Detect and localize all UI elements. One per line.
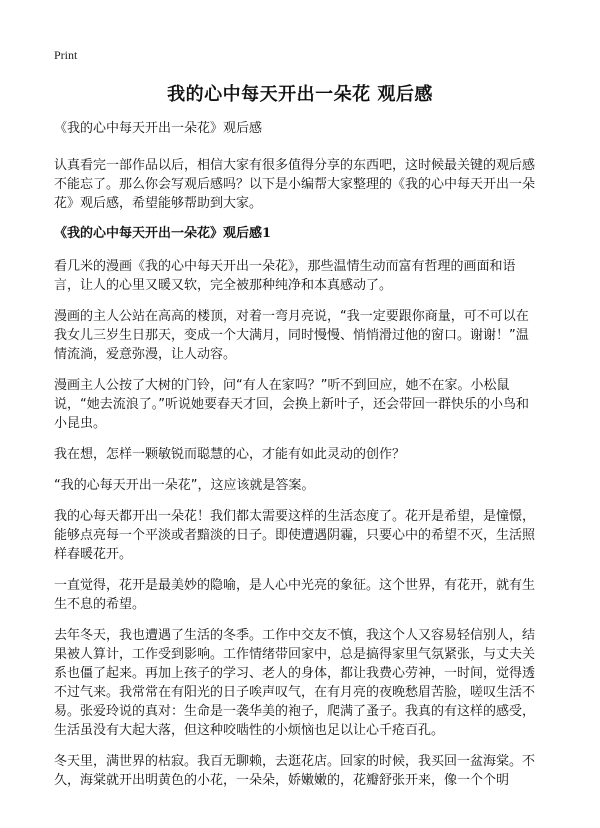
paragraph: 看几米的漫画《我的心中每天开出一朵花》，那些温情生动而富有哲理的画面和语言，让人的心里又暖又软，完全被那种纯净和本真感动了。 bbox=[54, 259, 516, 293]
paragraph: 我在想，怎样一颗敏锐而聪慧的心，才能有如此灵动的创作？ bbox=[54, 447, 406, 462]
article-subtitle: 《我的心中每天开出一朵花》观后感 bbox=[54, 121, 263, 136]
paragraph: 一直觉得，花开是最美妙的隐喻，是人心中光亮的象征。这个世界，有花开，就有生生不息的希望。 bbox=[54, 578, 536, 612]
paragraph: 去年冬天，我也遭遇了生活的冬季。工作中交友不慎，我这个人又容易轻信别人，结果被人算计，工作受到影响。工作情绪带回家中，总是搞得家里气氛紧张，与丈夫关系也僵了起来。再加上孩子的学习、老人的身体，都让我费心劳神，一时间，觉得透不过气来。我常常在有阳光的日子唉声叹气，在有月亮的夜晚愁眉苦脸，嗟叹生活不易。张爱玲说的真对：生命是一袭华美的袍子，爬满了蚤子。我真的有这样的感受，生活虽没有大起大落，但这种咬啮性的小烦恼也足以让心千疮百孔。 bbox=[54, 628, 536, 738]
article-body bbox=[54, 120, 538, 802]
page-title: 我的心中每天开出一朵花 观后感 bbox=[167, 84, 433, 105]
paragraph: “我的心每天开出一朵花”，这应该就是答案。 bbox=[54, 478, 315, 493]
paragraph: 漫画主人公按了大树的门铃，问“有人在家吗？”听不到回应，她不在家。小松鼠说，“她去流浪了。”听说她要春天才回，会换上新叶子，还会带回一群快乐的小鸟和小昆虫。 bbox=[54, 378, 529, 431]
intro-paragraph: 认真看完一部作品以后，相信大家有很多值得分享的东西吧，这时候最关键的观后感不能忘了。那么你会写观后感吗？以下是小编帮大家整理的《我的心中每天开出一朵花》观后感，希望能够帮助到大家。 bbox=[54, 158, 536, 211]
section-heading: 《我的心中每天开出一朵花》观后感1 bbox=[54, 226, 272, 241]
print-link[interactable]: Print bbox=[54, 48, 78, 62]
paragraph: 冬天里，满世界的枯寂。我百无聊赖，去逛花店。回家的时候，我买回一盆海棠。不久，海棠就开出明黄色的小花，一朵朵，娇嫩嫩的，花瓣舒张开来，像一个个明 bbox=[54, 754, 536, 788]
paragraph: 漫画的主人公站在高高的楼顶，对着一弯月亮说，“我一定要跟你商量，可不可以在我女儿三岁生日那天，变成一个大满月，同时慢慢、悄悄滑过他的窗口。谢谢！”温情流淌，爱意弥漫，让人动容。 bbox=[54, 309, 529, 362]
paragraph: 我的心每天都开出一朵花！我们都太需要这样的生活态度了。花开是希望，是憧憬，能够点亮每一个平淡或者黯淡的日子。即使遭遇阴霾，只要心中的希望不灭，生活照样春暖花开。 bbox=[54, 509, 536, 562]
